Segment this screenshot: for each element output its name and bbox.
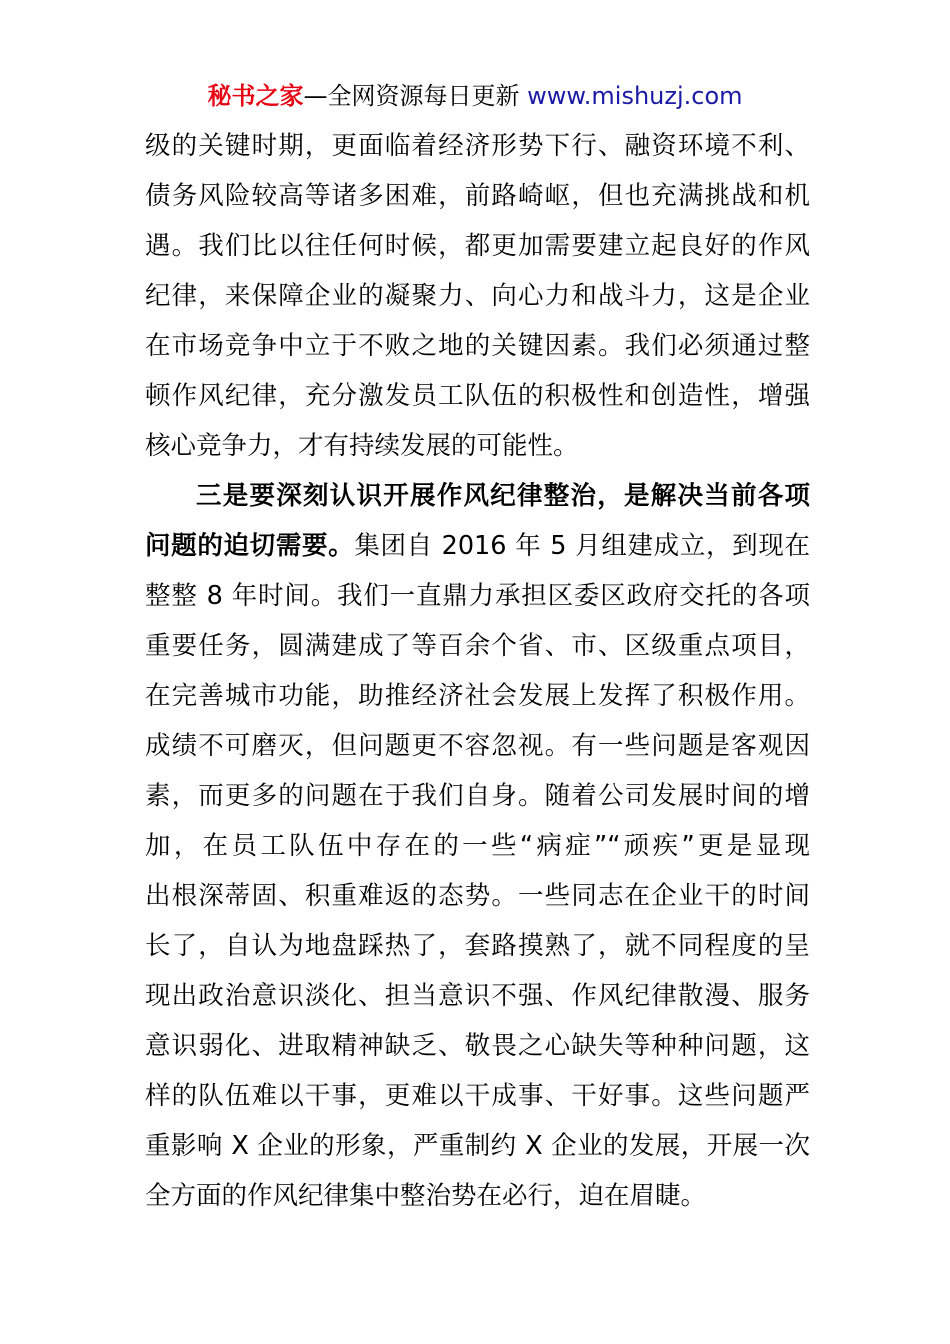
text-line: 在完善城市功能，助推经济社会发展上发挥了积极作用。 <box>145 681 810 711</box>
text-line: 重要任务，圆满建成了等百余个省、市、区级重点项目， <box>145 631 810 661</box>
text-line: 核心竞争力，才有持续发展的可能性。 <box>145 431 579 461</box>
text-line: 遇。我们比以往任何时候，都更加需要建立起良好的作风 <box>145 231 810 261</box>
text-line: 纪律，来保障企业的凝聚力、向心力和战斗力，这是企业 <box>145 281 810 311</box>
paragraph-heading-end: 问题的迫切需要。 <box>145 531 355 561</box>
text-line: 现出政治意识淡化、担当意识不强、作风纪律散漫、服务 <box>145 981 810 1011</box>
brand-name: 秘书之家 <box>207 82 304 110</box>
text-line: 成绩不可磨灭，但问题更不容忽视。有一些问题是客观因 <box>145 731 810 761</box>
header-tagline: —全网资源每日更新 <box>303 82 520 110</box>
text-line: 级的关键时期，更面临着经济形势下行、融资环境不利、 <box>145 131 810 161</box>
text-line: 全方面的作风纪律集中整治势在必行，迫在眉睫。 <box>145 1181 707 1211</box>
text-line: 在市场竞争中立于不败之地的关键因素。我们必须通过整 <box>145 331 810 361</box>
text-line: 重影响 X 企业的形象，严重制约 X 企业的发展，开展一次 <box>145 1131 810 1161</box>
site-url-link[interactable]: www.mishuzj.com <box>527 82 743 110</box>
paragraph-heading: 三是要深刻认识开展作风纪律整治，是解决当前各项 <box>196 481 810 511</box>
text-line: 意识弱化、进取精神缺乏、敬畏之心缺失等种种问题，这 <box>145 1031 810 1061</box>
text-line: 出根深蒂固、积重难返的态势。一些同志在企业干的时间 <box>145 881 810 911</box>
site-header <box>0 78 950 114</box>
text-line: 素，而更多的问题在于我们自身。随着公司发展时间的增 <box>145 781 810 811</box>
text-line-rest: 集团自 2016 年 5 月组建成立，到现在 <box>354 531 810 561</box>
text-line: 顿作风纪律，充分激发员工队伍的积极性和创造性，增强 <box>145 381 810 411</box>
text-line: 加，在员工队伍中存在的一些“病症”“顽疾”更是显现 <box>145 831 810 861</box>
text-line <box>145 521 810 571</box>
text-line: 长了，自认为地盘踩热了，套路摸熟了，就不同程度的呈 <box>145 931 810 961</box>
text-line: 整整 8 年时间。我们一直鼎力承担区委区政府交托的各项 <box>145 581 810 611</box>
text-line: 样的队伍难以干事，更难以干成事、干好事。这些问题严 <box>145 1081 810 1111</box>
text-line: 债务风险较高等诸多困难，前路崎岖，但也充满挑战和机 <box>145 181 810 211</box>
